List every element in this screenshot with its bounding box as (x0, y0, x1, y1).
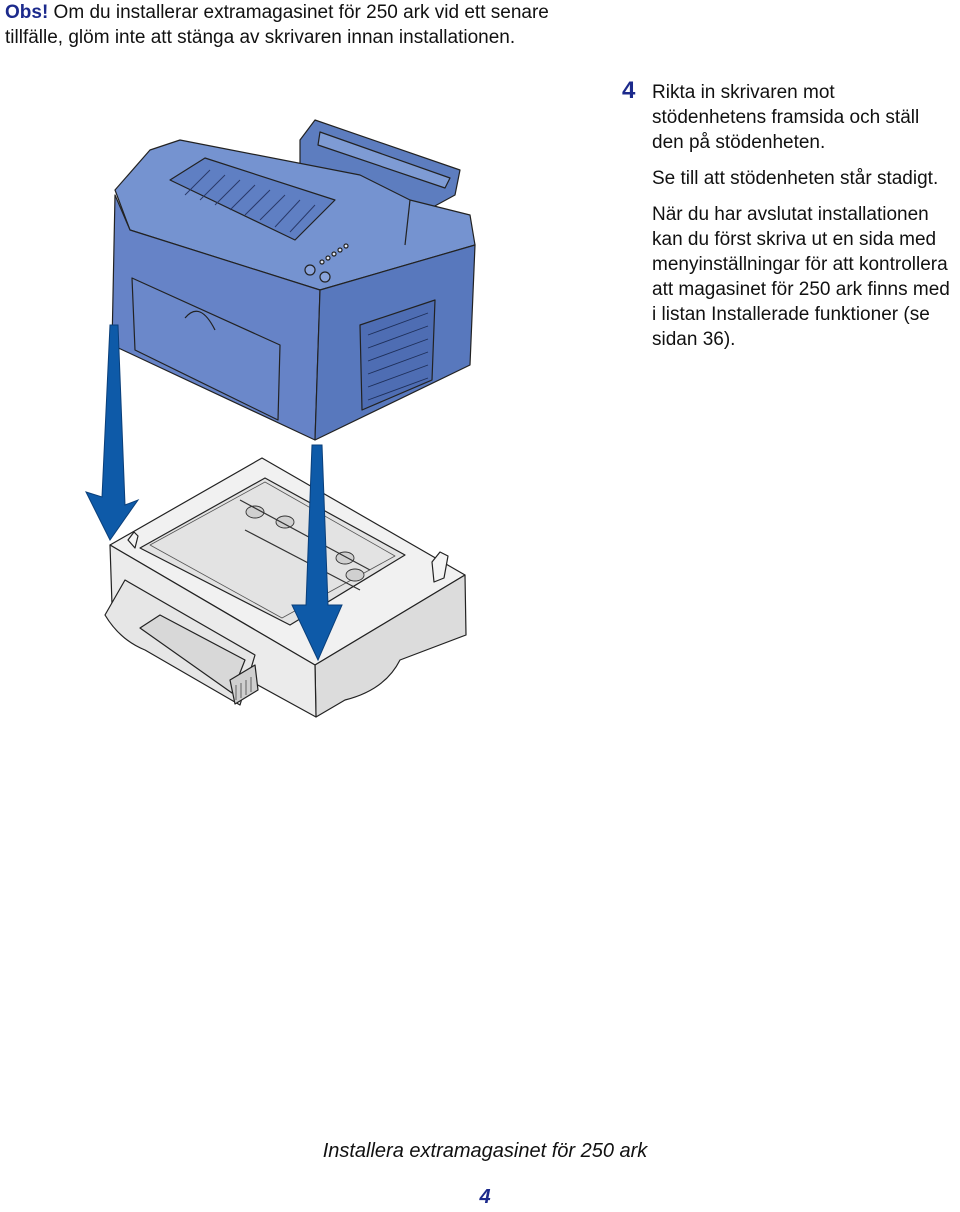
footer-title: Installera extramagasinet för 250 ark (322, 1140, 648, 1162)
note-paragraph (5, 0, 565, 50)
step-check: Se till att stödenheten står stadigt. (652, 168, 939, 189)
step-instruction: Rikta in skrivaren mot stödenhetens framsida och ställ den på stödenheten. (652, 82, 920, 153)
step-body (652, 80, 952, 363)
tray-support-illustration (105, 458, 466, 717)
note-text: Om du installerar extramagasinet för 250 ark vid ett senare tillfälle, glöm inte att stänga av skrivaren innan installationen. (5, 2, 549, 48)
step-number: 4 (622, 77, 636, 104)
left-down-arrow (86, 325, 138, 540)
page-number: 4 (479, 1186, 491, 1208)
printer-illustration (112, 120, 475, 440)
step-followup: När du har avslutat installationen kan du först skriva ut en sida med menyinställningar för att kontrollera att magasinet för 250 ark finns med i listan Installerade funktioner (se sidan 36). (652, 204, 950, 350)
note-label: Obs! (5, 2, 49, 23)
printer-installation-illustration (80, 110, 480, 720)
